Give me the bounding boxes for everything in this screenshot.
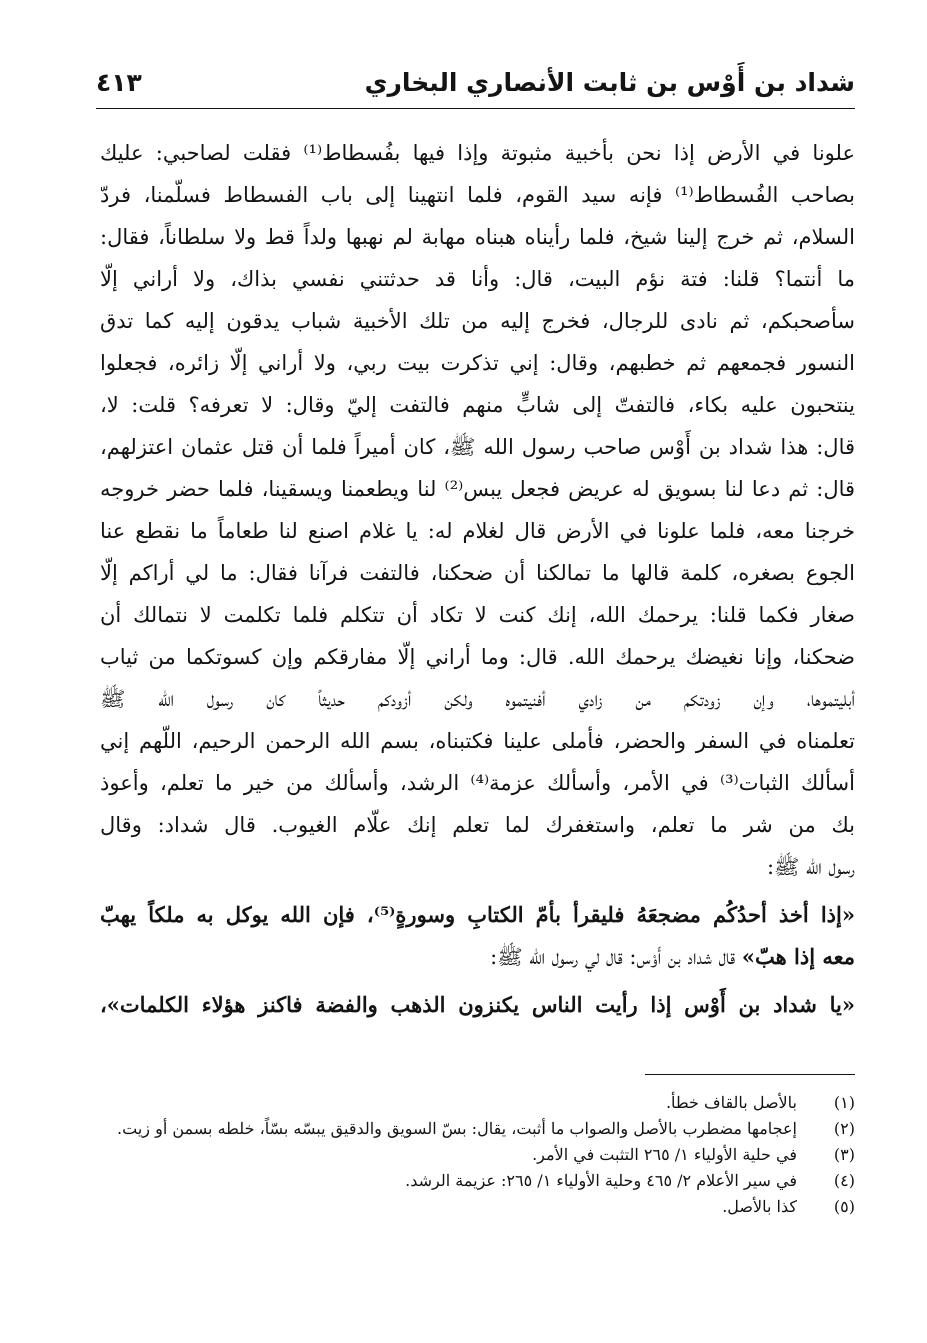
footnote-text: بالأصل بالقاف خطأ. bbox=[665, 1093, 797, 1112]
footnote-divider bbox=[645, 1074, 855, 1075]
text-line: السلام، ثم خرج إلينا شيخ، فلما رأيناه هبناه مهابة لم نهبها ولداً قط ولا سلطاناً، فقال: bbox=[100, 225, 855, 249]
footnote-number: (٣) bbox=[833, 1145, 855, 1164]
text-line: سأصحبكم، ثم نادى للرجال، فخرج إليه من تلك الأخبية شباب يدقون إليه كما تدق bbox=[100, 309, 855, 333]
main-text bbox=[100, 132, 855, 1026]
text-line: قال: هذا شداد بن أَوْس صاحب رسول الله ﷺ، كان أميراً فلما أن قتل عثمان اعتزلهم، bbox=[100, 435, 855, 459]
text-line: أسألك الثبات⁽³⁾ في الأمر، وأسألك عزمة⁽⁴⁾ الرشد، وأسألك من خير ما تعلم، وأعوذ bbox=[100, 771, 855, 795]
footnote-item bbox=[100, 1168, 855, 1194]
narration-text: قال شداد بن أَوْس: قال لي رسول الله ﷺ: bbox=[490, 945, 742, 969]
header-divider bbox=[96, 108, 855, 109]
footnote-number: (٤) bbox=[833, 1171, 855, 1190]
footnotes bbox=[100, 1090, 855, 1220]
text-line: تعلمناه في السفر والحضر، فأملى علينا فكتبناه، بسم الله الرحمن الرحيم، اللّهم إني bbox=[100, 729, 855, 753]
hadith-quote-end: معه إذا هبّ» bbox=[741, 944, 855, 969]
text-line: خرجنا معه، فلما علونا في الأرض قال لغلام له: يا غلام اصنع لنا طعاماً ما نقطع عنا bbox=[100, 519, 855, 543]
footnote-number: (١) bbox=[833, 1093, 855, 1112]
text-line: بصاحب الفُسطاط⁽¹⁾ فإنه سيد القوم، فلما انتهينا إلى باب الفسطاط فسلّمنا، فردّ bbox=[100, 183, 855, 207]
page-number: ٤١٣ bbox=[96, 68, 142, 97]
text-line: صغار فكما قلنا: يرحمك الله، إنك كنت لا تكاد أن تتكلم فلما تكلمت لا نتمالك أن bbox=[100, 603, 855, 627]
text-line: قال: ثم دعا لنا بسويق له عريض فجعل يبس⁽²⁾ لنا ويطعمنا ويسقينا، فلما حضر خروجه bbox=[100, 477, 855, 501]
footnote-item bbox=[100, 1194, 855, 1220]
footnote-text: إعجامها مضطرب بالأصل والصواب ما أثبت، يقال: بسّ السويق والدقيق يبسّه بسّاً، خلطه بسمن أو زيت. bbox=[117, 1119, 797, 1138]
running-title: شداد بن أَوْس بن ثابت الأنصاري البخاري bbox=[364, 68, 855, 97]
text-line: ضحكنا، وإنا نغيضك يرحمك الله. قال: وما أراني إلّا مفارقكم وإن كسوتكما من ثياب bbox=[100, 645, 855, 669]
hadith-line: «إذا أخذ أحدُكُم مضجعَهُ فليقرأ بأمّ الكتابِ وسورةٍ⁽⁵⁾، فإن الله يوكل به ملكاً يهبّ bbox=[100, 902, 855, 927]
text-line: الجوع بصغره، كلمة قالها ما تمالكنا أن ضحكنا، فالتفت فرآنا فقال: ما لي أراكم إلّا bbox=[100, 561, 855, 585]
footnote-text: في سير الأعلام ٢/ ٤٦٥ وحلية الأولياء ١/ ٢٦٥: عزيمة الرشد. bbox=[405, 1171, 797, 1190]
footnote-item bbox=[100, 1142, 855, 1168]
footnote-item bbox=[100, 1116, 855, 1142]
text-line: النسور فجمعهم ثم خطبهم، وقال: إني تذكرت بيت ربي، ولا أراني إلّا زائره، فجعلوا bbox=[100, 351, 855, 375]
text-line: بك من شر ما تعلم، واستغفرك لما تعلم إنك علّام الغيوب. قال شداد: وقال bbox=[100, 813, 855, 837]
text-line: ما أنتما؟ قلنا: فتة نؤم البيت، قال: وأنا قد حدثتني نفسي بذاك، ولا أراني إلّا bbox=[100, 267, 855, 291]
page-header bbox=[96, 64, 855, 104]
text-line: ينتحبون عليه بكاء، فالتفتّ إلى شابٍّ منهم فالتفت إليّ وقال: لا تعرفه؟ قلت: لا، bbox=[100, 393, 855, 417]
text-line: أبليتموها، وإن زودتكم من زادي أفنيتموه ولكن أزودكم حديثاً كان رسول الله ﷺ bbox=[100, 687, 855, 711]
footnote-number: (٥) bbox=[833, 1197, 855, 1216]
footnote-text: كذا بالأصل. bbox=[722, 1197, 797, 1216]
footnote-item bbox=[100, 1090, 855, 1116]
text-line: علونا في الأرض إذا نحن بأخبية مثبوتة وإذا فيها بفُسطاط⁽¹⁾ فقلت لصاحبي: عليك bbox=[100, 141, 855, 165]
hadith-line bbox=[100, 936, 855, 978]
footnote-text: في حلية الأولياء ١/ ٢٦٥ التثبت في الأمر. bbox=[532, 1145, 797, 1164]
hadith-line: «يا شداد بن أَوْس إذا رأيت الناس يكنزون الذهب والفضة فاكنز هؤلاء الكلمات»، bbox=[100, 992, 855, 1017]
text-line: رسول الله ﷺ: bbox=[766, 855, 855, 879]
footnote-number: (٢) bbox=[833, 1119, 855, 1138]
